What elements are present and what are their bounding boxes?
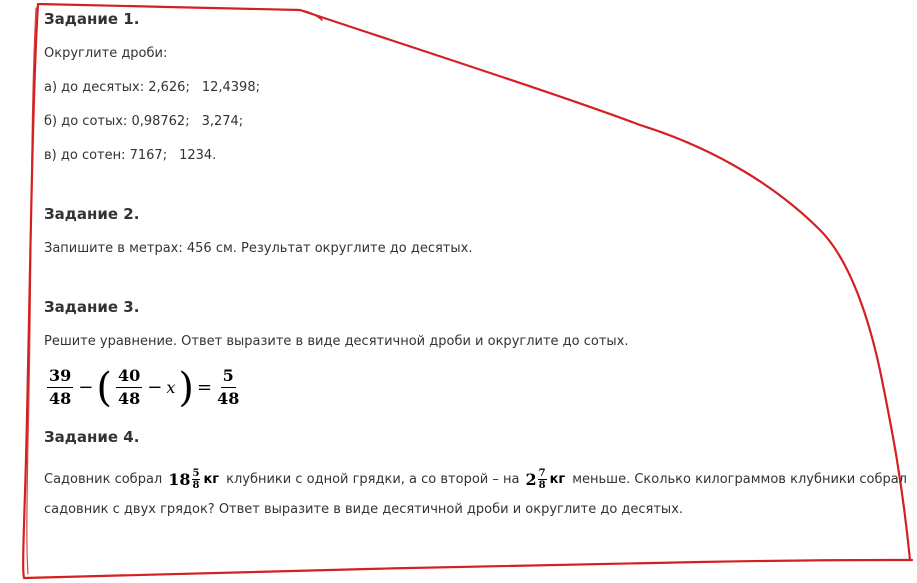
task1-item-c — [44, 148, 216, 163]
close-parenthesis: ) — [178, 364, 194, 411]
task4-text-part3: меньше. Сколько килограммов клубники собрал — [572, 471, 907, 487]
fraction-1-denominator: 48 — [49, 389, 72, 408]
fraction-1-numerator: 39 — [47, 366, 73, 388]
task4-text-line2: садовник с двух грядок? Ответ выразите в виде десятичной дроби и округлите до десятых. — [44, 502, 684, 517]
task1-item-a-value2: 12,4398; — [201, 80, 260, 95]
task4-text-line1 — [44, 462, 907, 496]
mixed-number-1 — [168, 468, 219, 491]
task3-text: Решите уравнение. Ответ выразите в виде десятичной дроби и округлите до сотых. — [44, 334, 629, 349]
task4-text-part2: клубники с одной грядки, а со второй – на — [226, 471, 520, 487]
minus-sign: − — [147, 377, 163, 398]
task1-item-b-value2: 3,274; — [201, 114, 244, 129]
mixed-number-2-fraction — [538, 468, 547, 491]
fraction-2-denominator: 48 — [117, 389, 141, 408]
equals-sign: = — [196, 377, 213, 398]
fraction-3-numerator: 5 — [221, 366, 236, 388]
task1-item-b — [44, 114, 243, 129]
variable-x: x — [166, 378, 176, 397]
mixed-number-1-whole: 18 — [168, 469, 191, 489]
equation-fraction-1 — [47, 366, 73, 409]
mixed-number-1-numerator: 5 — [192, 467, 200, 479]
mixed-number-1-denominator: 8 — [192, 479, 200, 491]
task1-heading: Задание 1. — [44, 10, 140, 28]
fraction-2-numerator: 40 — [116, 366, 142, 388]
equation-fraction-3 — [217, 366, 239, 409]
equation-fraction-2 — [116, 366, 142, 409]
task1-item-c-value2: 1234. — [179, 148, 217, 163]
task1-item-b-label: б) до сотых: 0,98762; — [44, 114, 190, 129]
mixed-number-2-numerator: 7 — [538, 467, 546, 479]
mixed-number-2-denominator: 8 — [538, 479, 546, 491]
task3-equation — [44, 366, 242, 409]
unit-kg: кг — [549, 471, 566, 487]
unit-kg: кг — [203, 471, 220, 487]
task2-heading: Задание 2. — [44, 205, 140, 223]
mixed-number-2-whole: 2 — [525, 469, 537, 489]
task4-heading: Задание 4. — [44, 428, 140, 446]
open-parenthesis: ( — [96, 364, 112, 411]
task4-text-part1: Садовник собрал — [44, 471, 163, 487]
task1-item-a-label: а) до десятых: 2,626; — [44, 80, 190, 95]
mixed-number-2 — [525, 468, 565, 491]
task1-intro: Округлите дроби: — [44, 46, 168, 61]
task3-heading: Задание 3. — [44, 298, 140, 316]
fraction-3-denominator: 48 — [217, 389, 240, 408]
mixed-number-1-fraction — [192, 468, 201, 491]
minus-sign: − — [78, 377, 94, 398]
task1-item-a — [44, 80, 260, 95]
task2-text: Запишите в метрах: 456 см. Результат округлите до десятых. — [44, 241, 473, 256]
task1-item-c-label: в) до сотен: 7167; — [44, 148, 168, 163]
